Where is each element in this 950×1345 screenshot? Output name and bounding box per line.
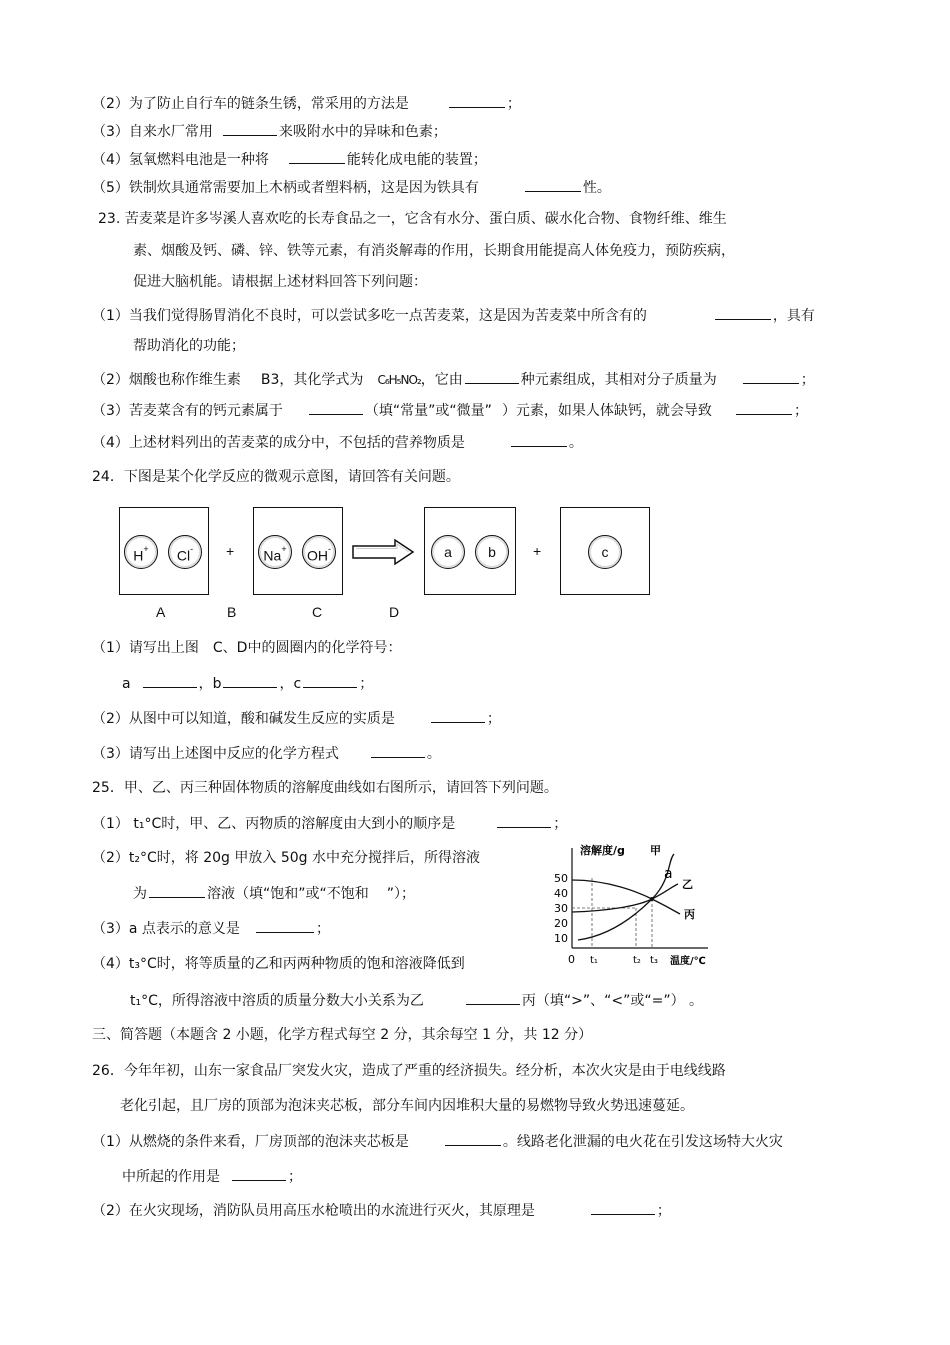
q24-sub2: （2）从图中可以知道，酸和碱发生反应的实质是 ； — [92, 708, 501, 729]
q24-sub1: （1）请写出上图 C、D中的圆圈内的化学符号： — [92, 640, 402, 656]
answer-blank[interactable] — [309, 400, 363, 415]
particle-circle-a: a — [431, 535, 465, 569]
answer-blank[interactable] — [223, 121, 277, 136]
series-label-bing: 丙 — [684, 908, 695, 921]
q25-intro: 25．甲、乙、丙三种固体物质的溶解度曲线如右图所示，请回答下列问题。 — [92, 780, 558, 796]
answer-blank[interactable] — [736, 400, 792, 415]
diagram-label-d: D — [389, 604, 400, 620]
q25-sub1: （1） t₁°C时，甲、乙、丙物质的溶解度由大到小的顺序是 ； — [92, 813, 567, 834]
answer-blank[interactable] — [466, 990, 520, 1005]
q23-intro-line1: 23. 苦麦菜是许多岑溪人喜欢吃的长寿食品之一，它含有水分、蛋白质、碳水化合物、食物纤维、维生 — [98, 211, 727, 227]
y-axis-label: 溶解度/g — [580, 844, 625, 857]
origin-label: 0 — [568, 953, 575, 966]
diagram-box-a — [119, 507, 209, 595]
reaction-arrow-icon — [351, 538, 415, 566]
answer-blank[interactable] — [591, 1200, 655, 1215]
q23-sub4: （4）上述材料列出的苦麦菜的成分中，不包括的营养物质是 。 — [92, 432, 583, 453]
answer-blank[interactable] — [289, 149, 345, 164]
y-tick: 50 — [554, 872, 568, 885]
q26-sub1-cont: 中所起的作用是 ； — [122, 1166, 302, 1187]
answer-blank[interactable] — [223, 673, 277, 688]
ion-circle-cl: Cl- — [168, 535, 202, 569]
y-tick: 40 — [554, 887, 568, 900]
intersection-point — [650, 897, 654, 901]
ion-circle-h: H+ — [124, 535, 158, 569]
q25-sub2-cont: 为 溶液（填“饱和”或“不饱和 ”）； — [133, 883, 415, 904]
q22-item3: （3）自来水厂常用 来吸附水中的异味和色素； — [92, 121, 447, 142]
q26-intro-line1: 26．今年年初，山东一家食品厂突发火灾，造成了严重的经济损失。经分析，本次火灾是由于电线线路 — [92, 1063, 726, 1079]
diagram-label-b: B — [227, 604, 237, 620]
q24-intro: 24．下图是某个化学反应的微观示意图，请回答有关问题。 — [92, 469, 460, 485]
answer-blank[interactable] — [715, 305, 771, 320]
point-label-a: a — [664, 866, 673, 882]
particle-circle-b: b — [475, 535, 509, 569]
q24-sub3: （3）请写出上述图中反应的化学方程式 。 — [92, 743, 441, 764]
x-tick: t₂ — [633, 955, 641, 966]
answer-blank[interactable] — [465, 369, 519, 384]
diagram-box-c — [424, 507, 516, 595]
answer-blank[interactable] — [143, 673, 197, 688]
x-axis-label: 温度/℃ — [670, 956, 706, 967]
plus-sign: + — [226, 543, 235, 559]
q25-sub3: （3）a 点表示的意义是 ； — [92, 918, 330, 939]
answer-blank[interactable] — [431, 708, 485, 723]
series-label-jia: 甲 — [650, 844, 661, 857]
x-tick: t₁ — [590, 955, 598, 966]
ion-circle-oh: OH- — [302, 535, 336, 569]
series-label-yi: 乙 — [682, 878, 693, 891]
q25-sub4-cont: t₁°C，所得溶液中溶质的质量分数大小关系为乙 丙（填“>”、“<”或“=”） 。 — [130, 990, 703, 1011]
q23-intro-line3: 促进大脑机能。请根据上述材料回答下列问题： — [133, 274, 427, 290]
answer-blank[interactable] — [232, 1166, 286, 1181]
section-3-title: 三、简答题（本题含 2 小题，化学方程式每空 2 分，其余每空 1 分，共 12 分） — [92, 1027, 593, 1043]
answer-blank[interactable] — [303, 673, 357, 688]
diagram-label-a: A — [156, 604, 166, 620]
y-tick: 20 — [554, 917, 568, 930]
q23-sub2: （2）烟酸也称作维生素 B3，其化学式为 C₆H₅NO₂，它由 种元素组成，其相对分子质量为 ； — [92, 369, 815, 390]
answer-blank[interactable] — [449, 93, 505, 108]
particle-circle-c: c — [588, 535, 622, 569]
answer-blank[interactable] — [445, 1131, 501, 1146]
q22-item5: （5）铁制炊具通常需要加上木柄或者塑料柄，这是因为铁具有 性。 — [92, 177, 611, 198]
q25-sub2: （2）t₂°C时，将 20g 甲放入 50g 水中充分搅拌后，所得溶液 — [92, 850, 480, 866]
diagram-label-c: C — [312, 604, 323, 620]
q22-item2: （2）为了防止自行车的链条生锈，常采用的方法是 ； — [92, 93, 521, 114]
answer-blank[interactable] — [511, 432, 567, 447]
q25-sub4: （4）t₃°C时，将等质量的乙和丙两种物质的饱和溶液降低到 — [92, 956, 465, 972]
ion-circle-na: Na+ — [258, 535, 292, 569]
q23-intro-line2: 素、烟酸及钙、磷、锌、铁等元素，有消炎解毒的作用，长期食用能提高人体免疫力，预防疾病， — [133, 243, 735, 259]
answer-blank[interactable] — [149, 883, 205, 898]
solubility-graph — [548, 838, 718, 970]
q23-sub1-cont: 帮助消化的功能； — [133, 338, 245, 354]
q26-sub1: （1）从燃烧的条件来看，厂房顶部的泡沫夹芯板是 。线路老化泄漏的电火花在引发这场特大火灾 — [92, 1131, 783, 1152]
diagram-box-d — [560, 507, 650, 595]
answer-blank[interactable] — [256, 918, 314, 933]
curve-jia — [578, 854, 674, 940]
q23-sub3: （3）苦麦菜含有的钙元素属于 （填“常量”或“微量” ）元素，如果人体缺钙，就会导致 ； — [92, 400, 808, 421]
q24-sub1-answers: a ，b ，c ； — [122, 673, 373, 694]
answer-blank[interactable] — [525, 177, 581, 192]
y-tick: 30 — [554, 902, 568, 915]
answer-blank[interactable] — [743, 369, 799, 384]
q26-sub2: （2）在火灾现场，消防队员用高压水枪喷出的水流进行灭火，其原理是 ； — [92, 1200, 671, 1221]
y-tick: 10 — [554, 932, 568, 945]
q26-intro-line2: 老化引起，且厂房的顶部为泡沫夹芯板，部分车间内因堆积大量的易燃物导致火势迅速蔓延。 — [120, 1098, 694, 1114]
answer-blank[interactable] — [371, 743, 425, 758]
chemical-formula: C₆H₅NO₂ — [377, 373, 421, 387]
diagram-box-b — [253, 507, 343, 595]
q23-sub1: （1）当我们觉得肠胃消化不良时，可以尝试多吃一点苦麦菜，这是因为苦麦菜中所含有的 ，具有 — [92, 305, 815, 326]
answer-blank[interactable] — [497, 813, 551, 828]
plus-sign: + — [533, 543, 542, 559]
x-tick: t₃ — [650, 955, 658, 966]
q22-item4: （4）氢氧燃料电池是一种将 能转化成电能的装置； — [92, 149, 487, 170]
curve-bing — [572, 880, 680, 914]
